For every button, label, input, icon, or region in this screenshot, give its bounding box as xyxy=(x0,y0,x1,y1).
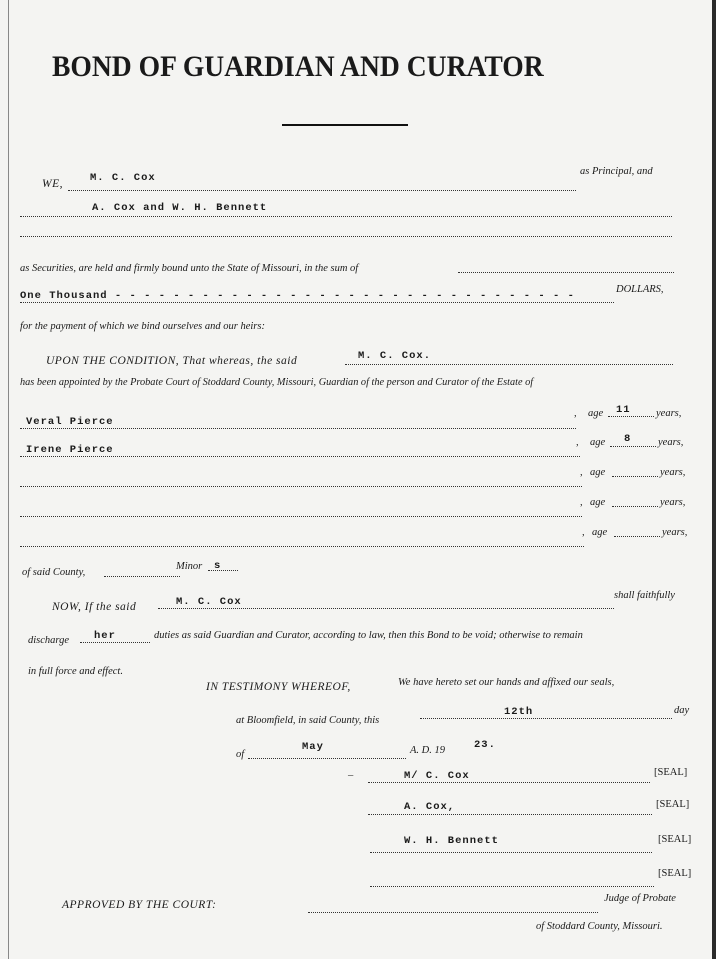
sum-top-line xyxy=(458,272,674,273)
blank-line xyxy=(20,236,672,237)
now-if-label: NOW, If the said xyxy=(52,601,137,613)
signature-1: M/ C. Cox xyxy=(404,770,470,782)
securities-line xyxy=(20,216,672,217)
minor-suffix: s xyxy=(214,560,222,572)
signature-2: A. Cox, xyxy=(404,801,456,813)
age-line xyxy=(612,476,658,477)
testimony-rest: We have hereto set our hands and affixed our seals, xyxy=(398,677,615,688)
now-name: M. C. Cox xyxy=(176,596,242,608)
age-label: age xyxy=(590,467,606,478)
of-said-county-label: of said County, xyxy=(22,567,86,578)
securities-names: A. Cox and W. H. Bennett xyxy=(92,202,268,214)
years-label: years, xyxy=(662,527,688,538)
sum-amount: One Thousand - - - - - - - - - - - - - - - - - - - - - - - - - - - - - - - - xyxy=(20,290,575,302)
seal-2: [SEAL] xyxy=(656,799,690,810)
comma: , xyxy=(576,437,579,448)
minor-age: 8 xyxy=(624,433,632,445)
dollars-label: DOLLARS, xyxy=(616,284,664,295)
comma: , xyxy=(582,527,585,538)
years-label: years, xyxy=(656,408,682,419)
minor-label: Minor xyxy=(176,561,203,572)
signature-line-3 xyxy=(370,852,652,853)
years-label: years, xyxy=(658,437,684,448)
minor-name-line xyxy=(20,456,580,457)
age-label: age xyxy=(590,437,606,448)
day-value: 12th xyxy=(504,706,534,718)
upon-condition-label: UPON THE CONDITION, That whereas, the said xyxy=(46,355,298,367)
sum-line xyxy=(20,302,614,303)
principal-line xyxy=(68,190,576,191)
age-line xyxy=(614,536,660,537)
principal-name: M. C. Cox xyxy=(90,172,156,184)
duties-text: duties as said Guardian and Curator, according to law, then this Bond to be void; otherwise to remain xyxy=(154,630,583,641)
said-name: M. C. Cox. xyxy=(358,350,432,362)
age-line xyxy=(608,416,654,417)
minor-name-line xyxy=(20,428,576,429)
signature-line-1 xyxy=(368,782,650,783)
day-label: day xyxy=(674,705,690,716)
signature-line-4 xyxy=(370,886,654,887)
title-underline xyxy=(282,124,408,126)
years-label: years, xyxy=(660,467,686,478)
page-edge-right xyxy=(712,0,716,959)
as-principal-label: as Principal, and xyxy=(580,166,653,177)
signature-dash: – xyxy=(348,770,354,781)
minor-name-line xyxy=(20,486,582,487)
we-label: WE, xyxy=(42,178,63,190)
age-label: age xyxy=(592,527,608,538)
ad-label: A. D. 19 xyxy=(410,745,445,756)
shall-faithfully-label: shall faithfully xyxy=(614,590,675,601)
of-stoddard-label: of Stoddard County, Missouri. xyxy=(536,921,663,932)
judge-label: Judge of Probate xyxy=(604,893,676,904)
seal-3: [SEAL] xyxy=(658,834,692,845)
year-suffix: 23. xyxy=(474,739,496,751)
discharge-label: discharge xyxy=(28,635,70,646)
minor-name-line xyxy=(20,546,584,547)
seal-1: [SEAL] xyxy=(654,767,688,778)
month-line xyxy=(248,758,406,759)
month-value: May xyxy=(302,741,324,753)
page-edge-left xyxy=(8,0,9,959)
appointed-label: has been appointed by the Probate Court of Stoddard County, Missouri, Guardian of the person and Curator of the Estate of xyxy=(20,377,534,388)
comma: , xyxy=(574,408,577,419)
of-label: of xyxy=(236,749,245,760)
pronoun: her xyxy=(94,630,116,642)
minor-age: 11 xyxy=(616,404,631,416)
seal-4: [SEAL] xyxy=(658,868,692,879)
for-payment-label: for the payment of which we bind ourselves and our heirs: xyxy=(20,321,265,332)
full-force-label: in full force and effect. xyxy=(28,666,123,677)
age-label: age xyxy=(590,497,606,508)
signature-3: W. H. Bennett xyxy=(404,835,499,847)
age-line xyxy=(610,446,656,447)
at-bloomfield-label: at Bloomfield, in said County, this xyxy=(236,715,380,726)
judge-line xyxy=(308,912,598,913)
county-line xyxy=(104,576,180,577)
comma: , xyxy=(580,497,583,508)
now-name-line xyxy=(158,608,614,609)
minor-name-line xyxy=(20,516,582,517)
said-name-line xyxy=(345,364,673,365)
pronoun-line xyxy=(80,642,150,643)
age-label: age xyxy=(588,408,604,419)
minor-name: Veral Pierce xyxy=(26,416,114,428)
age-line xyxy=(612,506,658,507)
document-title: BOND OF GUARDIAN AND CURATOR xyxy=(52,50,544,83)
approved-label: APPROVED BY THE COURT: xyxy=(62,899,217,911)
minor-suffix-line xyxy=(208,570,238,571)
testimony-label: IN TESTIMONY WHEREOF, xyxy=(206,681,351,693)
day-line xyxy=(420,718,672,719)
signature-line-2 xyxy=(368,814,652,815)
years-label: years, xyxy=(660,497,686,508)
minor-name: Irene Pierce xyxy=(26,444,114,456)
comma: , xyxy=(580,467,583,478)
as-securities-label: as Securities, are held and firmly bound unto the State of Missouri, in the sum of xyxy=(20,263,359,274)
